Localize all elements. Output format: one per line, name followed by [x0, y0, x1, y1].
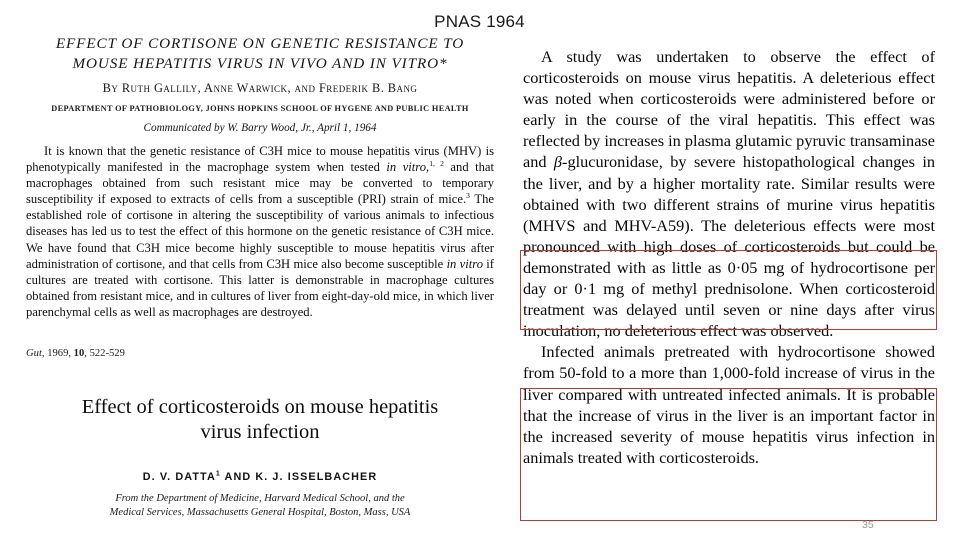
paper1-communicated-by: Communicated by W. Barry Wood, Jr., April 1, 1964 [143, 121, 377, 134]
paper1-body-seg-3: The established role of cortisone in altering the susceptibility of various animals to infectious diseases has led us to test the effect of this hormone on the genetic resistance of C3H mice. We have found that C3H mice become highly susceptible to mouse hepatitis virus after administration of cortisone, and that cells from C3H mice also become susceptible [26, 192, 494, 271]
paper2-author-first: D. V. DATTA [142, 471, 216, 483]
paper2-authors [26, 471, 494, 483]
paper2-citation-year: , 1969, [41, 348, 74, 359]
paper2-citation-pages: , 522-529 [84, 348, 125, 359]
paper2-title-line-1: Effect of corticosteroids on mouse hepatitis [81, 396, 439, 418]
second-paper-block [26, 348, 494, 521]
paper2-author-second: AND K. J. ISSELBACHER [220, 471, 378, 483]
paper1-title [40, 34, 480, 74]
paper1-body-seg-2: and that macrophages obtained from such resistant mice may be converted to temporary susceptibility if exposed to extracts of cells from a susceptible (PRI) strain of mice. [26, 159, 494, 207]
abstract-seg-after-highlight-1: When corticosteroid treatment was delayed until seven or nine days after virus inoculation, no deleterious effect was observed. [523, 279, 935, 341]
paper1-department: DEPARTMENT OF PATHOBIOLOGY, JOHNS HOPKINS SCHOOL OF HYGENE AND PUBLIC HEALTH [51, 103, 469, 113]
paper1-body-paragraph [26, 143, 494, 321]
slide-header-title: PNAS 1964 [434, 12, 525, 31]
paper1-body-footnote-2: 3 [466, 190, 470, 200]
abstract-paragraph-1 [523, 46, 935, 341]
paper2-title [56, 395, 464, 445]
paper2-author-footnote: 1 [215, 470, 221, 478]
abstract-seg-intro: A study was undertaken to observe the effect of corticosteroids on mouse virus hepatitis. A deleterious effect was noted when corticosteroids were administered before or early in the course of the viral hepatitis. This effect was reflected by increases in plasma glutamic pyruvic transaminase and [523, 47, 935, 172]
paper1-body-italic-invitro-2: in vitro [446, 256, 483, 271]
abstract-paragraph-2 [523, 341, 935, 468]
paper1-body-footnote-1: 1, 2 [429, 158, 444, 168]
paper1-title-line-2: MOUSE HEPATITIS VIRUS IN VIVO AND IN VITRO* [72, 54, 448, 72]
paper1-title-line-1: EFFECT OF CORTISONE ON GENETIC RESISTANCE TO [55, 35, 465, 52]
paper2-citation [26, 348, 494, 359]
abstract-column [523, 46, 935, 468]
abstract-seg-intro-cont: -glucuronidase, by severe histopathological changes in the liver, and by a higher mortality rate. Similar results were obtained with two different strains of murine virus hepatitis (MHVS and MHV-A59). [523, 152, 935, 235]
paper1-body-seg-1: It is known that the genetic resistance of C3H mice to mouse hepatitis virus (MHV) is phenotypically manifested in the macrophage system when tested [26, 143, 494, 174]
paper2-affiliation [52, 492, 468, 521]
paper2-affiliation-line-1: From the Department of Medicine, Harvard Medical School, and the [115, 493, 405, 504]
abstract-highlighted-sentence-2: Infected animals pretreated with hydrocortisone showed from 50-fold to a more than 1,000-fold increase of virus in the liver compared with untreated infected animals. It is probable that the increase of virus in the liver is an important factor in the increased severity of mouse hepatitis virus infection in animals treated with corticosteroids. [523, 342, 935, 467]
slide-page-number: 35 [862, 519, 874, 531]
abstract-highlighted-sentence-1: The deleterious effects were most pronounced with high doses of corticosteroids but could be demonstrated with as little as 0·05 mg of hydrocortisone per day or 0·1 mg of methyl prednisolone. [523, 215, 935, 299]
left-paper-column [26, 34, 494, 320]
paper2-citation-volume: 10 [73, 348, 85, 359]
paper2-affiliation-line-2: Medical Services, Massachusetts General Hospital, Boston, Mass, USA [109, 507, 411, 519]
paper2-citation-journal: Gut [26, 348, 42, 359]
paper1-body-italic-invitro-1: in vitro, [386, 159, 430, 174]
beta-symbol: β [553, 152, 563, 172]
paper1-authors: By Ruth Gallily, Anne Warwick, and Frederik B. Bang [102, 80, 418, 95]
paper2-title-line-2: virus infection [200, 421, 320, 443]
paper1-body-seg-4: if cultures are treated with cortisone. This latter is demonstrable in macrophage cultures obtained from resistant mice, and in cultures of liver from eight-day-old mice, in which liver parenchymal cells as well as macrophages are destroyed. [26, 256, 495, 320]
